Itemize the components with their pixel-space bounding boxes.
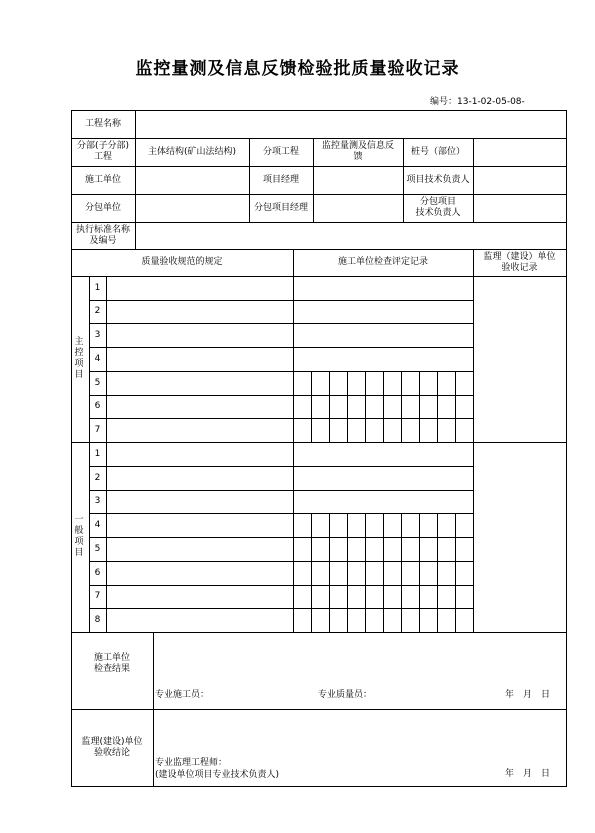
- check-grid-line: [455, 371, 456, 396]
- contractor-date: 年 月 日: [504, 690, 550, 700]
- check-grid-line: [437, 418, 438, 443]
- pile-label: 桩号（部位）: [410, 147, 465, 157]
- check-grid-line: [383, 513, 384, 538]
- project-name-label: 工程名称: [84, 119, 121, 129]
- column-line: [293, 249, 294, 633]
- check-grid-line: [365, 608, 366, 633]
- check-grid-line: [419, 395, 420, 419]
- check-grid-line: [383, 585, 384, 609]
- check-grid-line: [419, 608, 420, 633]
- main-items-number: 3: [94, 330, 101, 340]
- check-grid-line: [419, 418, 420, 443]
- page-title: 监控量测及信息反馈检验批质量验收记录: [135, 59, 460, 79]
- main-items-number: 2: [94, 306, 101, 316]
- check-grid-line: [401, 585, 402, 609]
- check-grid-line: [437, 608, 438, 633]
- check-grid-line: [455, 513, 456, 538]
- check-grid-line: [311, 371, 312, 396]
- check-grid-line: [329, 371, 330, 396]
- standard-label: 执行标准名称 及编号: [75, 225, 130, 246]
- check-grid-line: [437, 561, 438, 586]
- item-row-line: [89, 371, 474, 372]
- check-grid-line: [365, 513, 366, 538]
- item-row-line: [89, 585, 474, 586]
- check-grid-line: [401, 395, 402, 419]
- header-row-line: [71, 222, 567, 223]
- sub-item-label: 分项工程: [262, 147, 299, 157]
- header-col-line: [473, 138, 474, 223]
- general-items-number: 4: [94, 520, 101, 530]
- subcontractor-label: 分包单位: [84, 203, 121, 213]
- item-row-line: [89, 608, 474, 609]
- check-grid-line: [455, 395, 456, 419]
- construction-worker-sign: 专业施工员：: [155, 690, 210, 700]
- section-divider: [71, 709, 567, 710]
- check-grid-line: [383, 418, 384, 443]
- table-right-border: [566, 110, 567, 787]
- check-grid-line: [437, 585, 438, 609]
- table-top-border: [71, 110, 567, 111]
- general-items-number: 8: [94, 615, 101, 625]
- check-grid-line: [347, 371, 348, 396]
- check-grid-line: [401, 537, 402, 562]
- check-grid-line: [383, 561, 384, 586]
- check-grid-line: [329, 395, 330, 419]
- item-row-line: [89, 300, 474, 301]
- division-value: 主体结构(矿山法结构): [147, 147, 237, 157]
- check-grid-line: [455, 537, 456, 562]
- check-grid-line: [365, 371, 366, 396]
- check-grid-line: [365, 395, 366, 419]
- item-number-line: [106, 276, 107, 633]
- item-row-line: [89, 490, 474, 491]
- contractor-result-label: 施工单位 检查结果: [93, 653, 130, 674]
- column-line: [473, 249, 474, 633]
- header-row-line: [71, 276, 567, 277]
- check-grid-line: [401, 371, 402, 396]
- check-grid-line: [383, 608, 384, 633]
- main-items-number: 4: [94, 354, 101, 364]
- check-grid-line: [365, 561, 366, 586]
- main-items-number: 6: [94, 401, 101, 411]
- check-grid-line: [329, 513, 330, 538]
- check-grid-line: [419, 371, 420, 396]
- general-items-number: 1: [94, 449, 101, 459]
- check-grid-line: [365, 537, 366, 562]
- check-grid-line: [347, 537, 348, 562]
- check-grid-line: [455, 561, 456, 586]
- check-grid-line: [329, 537, 330, 562]
- header-col-line: [135, 110, 136, 250]
- check-grid-line: [347, 513, 348, 538]
- check-grid-line: [455, 585, 456, 609]
- header-row-line: [71, 194, 567, 195]
- check-grid-line: [437, 395, 438, 419]
- header-row-line: [71, 166, 567, 167]
- check-grid-line: [401, 418, 402, 443]
- check-grid-line: [311, 537, 312, 562]
- check-grid-line: [311, 418, 312, 443]
- check-grid-line: [311, 585, 312, 609]
- quality-inspector-sign: 专业质量员：: [318, 690, 373, 700]
- item-row-line: [89, 395, 474, 396]
- check-grid-line: [347, 585, 348, 609]
- check-grid-line: [419, 585, 420, 609]
- header-row-line: [71, 249, 567, 250]
- check-grid-line: [329, 418, 330, 443]
- check-grid-line: [329, 561, 330, 586]
- check-grid-line: [455, 418, 456, 443]
- check-grid-line: [347, 561, 348, 586]
- check-grid-line: [311, 608, 312, 633]
- check-grid-line: [311, 395, 312, 419]
- item-row-line: [89, 537, 474, 538]
- general-items-number: 7: [94, 591, 101, 601]
- document-number: 编号：13-1-02-05-08-: [430, 97, 525, 107]
- check-grid-line: [329, 608, 330, 633]
- header-row-line: [71, 138, 567, 139]
- supervisor-result-label: 监理(建设)单位 验收结论: [81, 737, 143, 758]
- check-grid-line: [419, 513, 420, 538]
- division-label: 分部(子分部) 工程: [76, 141, 130, 162]
- check-grid-line: [383, 371, 384, 396]
- general-items-number: 3: [94, 496, 101, 506]
- check-grid-line: [383, 537, 384, 562]
- check-grid-line: [419, 561, 420, 586]
- main-items-label: 主 控 项 目: [74, 337, 84, 380]
- tech-lead-label: 项目技术负责人: [406, 175, 470, 185]
- check-grid-line: [311, 513, 312, 538]
- item-row-line: [89, 561, 474, 562]
- sub-item-value: 监控量测及信息反 馈: [321, 141, 394, 162]
- check-grid-line: [311, 561, 312, 586]
- main-items-number: 5: [94, 378, 101, 388]
- main-items-number: 7: [94, 425, 101, 435]
- general-items-number: 6: [94, 568, 101, 578]
- section-divider: [71, 632, 567, 633]
- sub-tech-label: 分包项目 技术负责人: [415, 197, 461, 218]
- supervisor-date: 年 月 日: [504, 769, 550, 779]
- check-grid-line: [329, 585, 330, 609]
- supervisor-engineer-note: (建设单位项目专业技术负责人): [155, 770, 280, 780]
- item-row-line: [89, 466, 474, 467]
- check-grid-line: [437, 537, 438, 562]
- supervisor-column-header: 监理（建设）单位 验收记录: [483, 252, 556, 273]
- check-grid-line: [455, 608, 456, 633]
- spec-column-header: 质量验收规范的规定: [141, 257, 223, 267]
- check-grid-line: [437, 513, 438, 538]
- contractor-label: 施工单位: [84, 175, 121, 185]
- section-divider: [71, 442, 567, 443]
- item-row-line: [89, 323, 474, 324]
- sub-pm-label: 分包项目经理: [253, 203, 308, 213]
- check-grid-line: [347, 395, 348, 419]
- general-items-number: 2: [94, 473, 101, 483]
- main-items-number: 1: [94, 283, 101, 293]
- check-grid-line: [401, 561, 402, 586]
- supervisor-engineer-sign: 专业监理工程师：: [155, 758, 228, 768]
- project-manager-label: 项目经理: [262, 175, 299, 185]
- item-row-line: [89, 347, 474, 348]
- check-grid-line: [419, 537, 420, 562]
- general-items-label: 一 般 项 目: [74, 515, 84, 558]
- item-row-line: [89, 418, 474, 419]
- check-grid-line: [401, 608, 402, 633]
- check-grid-line: [437, 371, 438, 396]
- check-grid-line: [347, 608, 348, 633]
- check-grid-line: [347, 418, 348, 443]
- check-grid-line: [383, 395, 384, 419]
- table-bottom-border: [71, 786, 567, 787]
- check-grid-line: [365, 418, 366, 443]
- item-row-line: [89, 513, 474, 514]
- general-items-number: 5: [94, 544, 101, 554]
- check-grid-line: [365, 585, 366, 609]
- check-grid-line: [401, 513, 402, 538]
- check-column-header: 施工单位检查评定记录: [337, 257, 428, 267]
